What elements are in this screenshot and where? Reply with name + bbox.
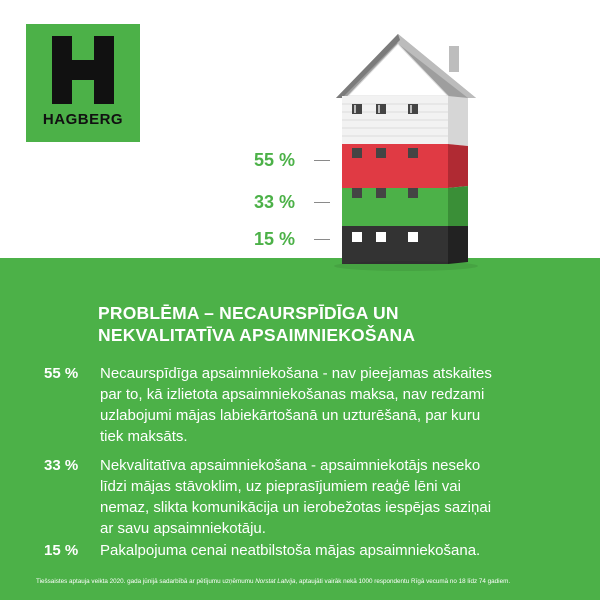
item-description: Pakalpojuma cenai neatbilstoša mājas apsaimniekošana. [100, 542, 481, 559]
upper-floors-side [448, 96, 468, 146]
item-pct: 15 % [44, 542, 79, 559]
item-pct: 55 % [44, 365, 79, 382]
h-logo-icon [50, 34, 116, 106]
hagberg-logo [26, 24, 140, 142]
brand-name: HAGBERG [42, 111, 124, 128]
item-description: Necaurspīdīga apsaimniekošana - nav pieejamas atskaites par to, kā izlietota apsaimniekošanas maksa, nav redzami uzlabojumi mājas labiekārtošanā un uzturēšanā, par kuru tiek maksāts. [100, 365, 492, 445]
chart-label-15: 15 % [254, 229, 296, 249]
chart-label-33: 33 % [254, 192, 296, 212]
band-dark [342, 226, 448, 264]
item-description: Nekvalitatīva apsaimniekošana - apsaimniekotājs neseko līdzi mājas stāvoklim, uz pieprasījumiem reaģē lēni vai nemaz, slikta komunikācija un ierobežotas iespējas saziņai ar savu apsaimniekotāju. [100, 457, 492, 537]
heading-line-2: NEKVALITATĪVA APSAIMNIEKOŠANA [98, 325, 416, 345]
chart-label-55: 55 % [254, 150, 296, 170]
heading-line-1: PROBLĒMA – NECAURSPĪDĪGA UN [98, 303, 399, 323]
item-pct: 33 % [44, 457, 79, 474]
footnote: Tiešsaistes aptauja veikta 2020. gada jūnijā sadarbībā ar pētījumu uzņēmumu Norstat Latvija, aptaujāti vairāk nekā 1000 respondentu Rīgā vecumā no 18 līdz 74 gadiem. [36, 578, 511, 585]
chimney-shape [449, 46, 459, 72]
house-illustration [316, 34, 500, 274]
section-heading [98, 302, 548, 346]
